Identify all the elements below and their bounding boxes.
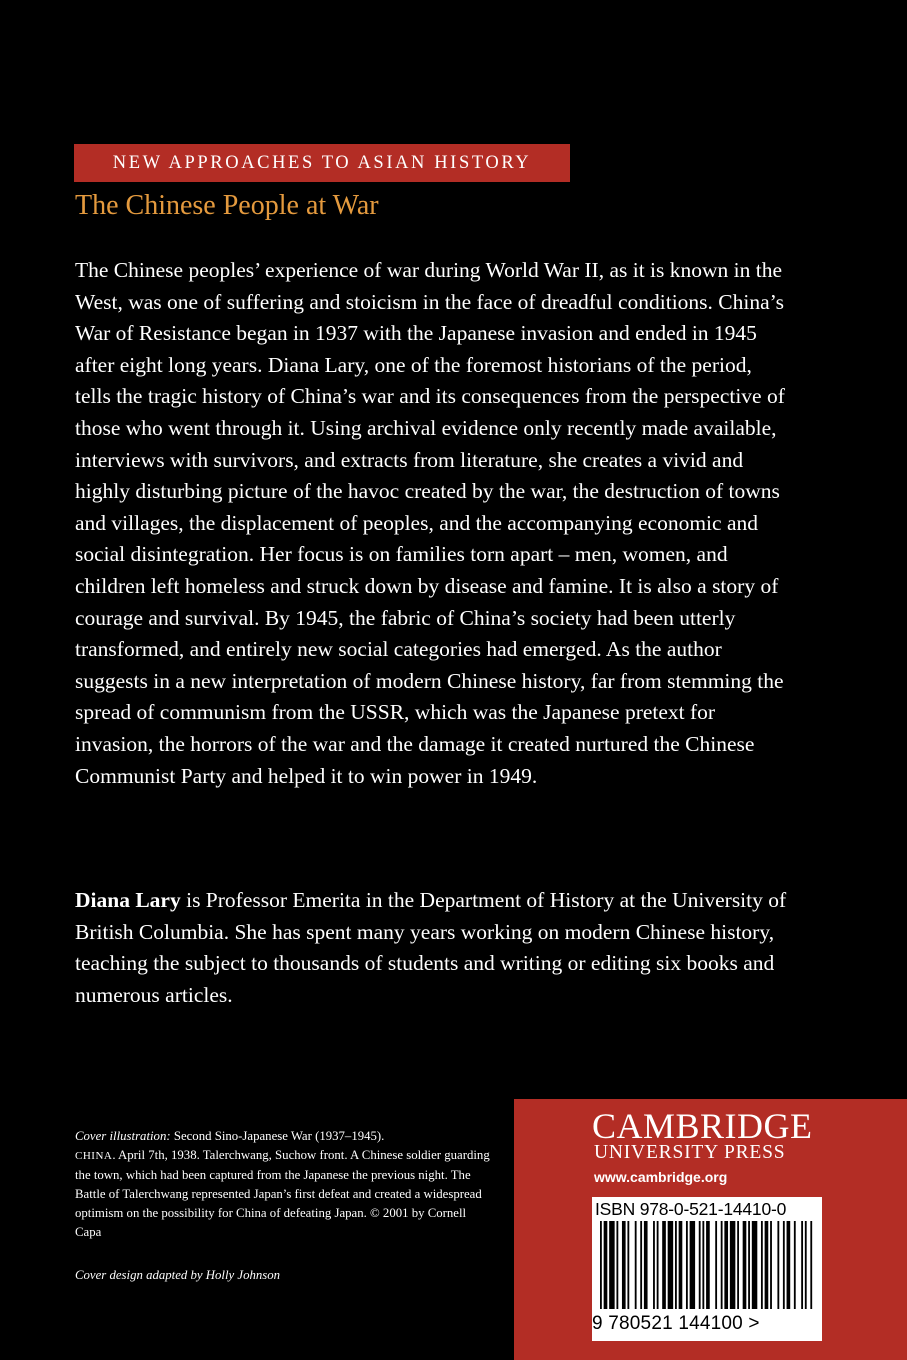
cover-credit-text: . April 7th, 1938. Talerchwang, Suchow front. A Chinese soldier guarding the town, which had been captured from the Japanese the previous night. The Battle of Talerchwang represented Japan’s first defeat and created a widespread optimism on the possibility for China of defeating Japan. © 2001 by Cornell Capa: [75, 1148, 490, 1239]
barcode-icon: [600, 1221, 814, 1315]
book-title: The Chinese People at War: [75, 190, 379, 221]
cover-design-credit: Cover design adapted by Holly Johnson: [75, 1268, 281, 1282]
cover-credit-place: CHINA: [75, 1150, 113, 1162]
cover-credit-line: Second Sino-Japanese War (1937–1945).: [170, 1129, 385, 1143]
isbn-barcode-box: [592, 1197, 822, 1341]
publisher-press: UNIVERSITY PRESS: [594, 1142, 786, 1163]
author-bio-text: is Professor Emerita in the Department of History at the University of British Columbia. She has spent many years working on modern Chinese history, teaching the subject to thousands of students and writing or editing six books and numerous articles.: [75, 888, 787, 1007]
series-banner: NEW APPROACHES TO ASIAN HISTORY: [74, 144, 570, 182]
isbn-label: ISBN 978-0-521-14410-0: [595, 1199, 787, 1219]
blurb-paragraph: The Chinese peoples’ experience of war during World War II, as it is known in the West, was one of suffering and stoicism in the face of dreadful conditions. China’s War of Resistance began in 1937 with the Japanese invasion and ended in 1945 after eight long years. Diana Lary, one of the foremost historians of the period, tells the tragic history of China’s war and its consequences from the perspective of those who went through it. Using archival evidence only recently made available, interviews with survivors, and extracts from literature, she creates a vivid and highly disturbing picture of the havoc created by the war, the destruction of towns and villages, the displacement of peoples, and the accompanying economic and social disintegration. Her focus is on families torn apart – men, women, and children left homeless and struck down by disease and famine. It is also a story of courage and survival. By 1945, the fabric of China’s society had been utterly transformed, and entirely new social categories had emerged. As the author suggests in a new interpretation of modern Chinese history, far from stemming the spread of communism from the USSR, which was the Japanese pretext for invasion, the horrors of the war and the damage it created nurtured the Chinese Communist Party and helped it to win power in 1949.: [75, 258, 785, 788]
cover-credits: [75, 1127, 495, 1242]
cover-illustration-label: Cover illustration:: [75, 1129, 171, 1143]
publisher-name: CAMBRIDGE: [592, 1106, 813, 1146]
publisher-box: [514, 1099, 907, 1360]
publisher-url: www.cambridge.org: [594, 1169, 728, 1185]
author-bio: [75, 885, 787, 1011]
author-name: Diana Lary: [75, 888, 181, 912]
ean-number: 9 780521 144100 >: [592, 1313, 760, 1334]
